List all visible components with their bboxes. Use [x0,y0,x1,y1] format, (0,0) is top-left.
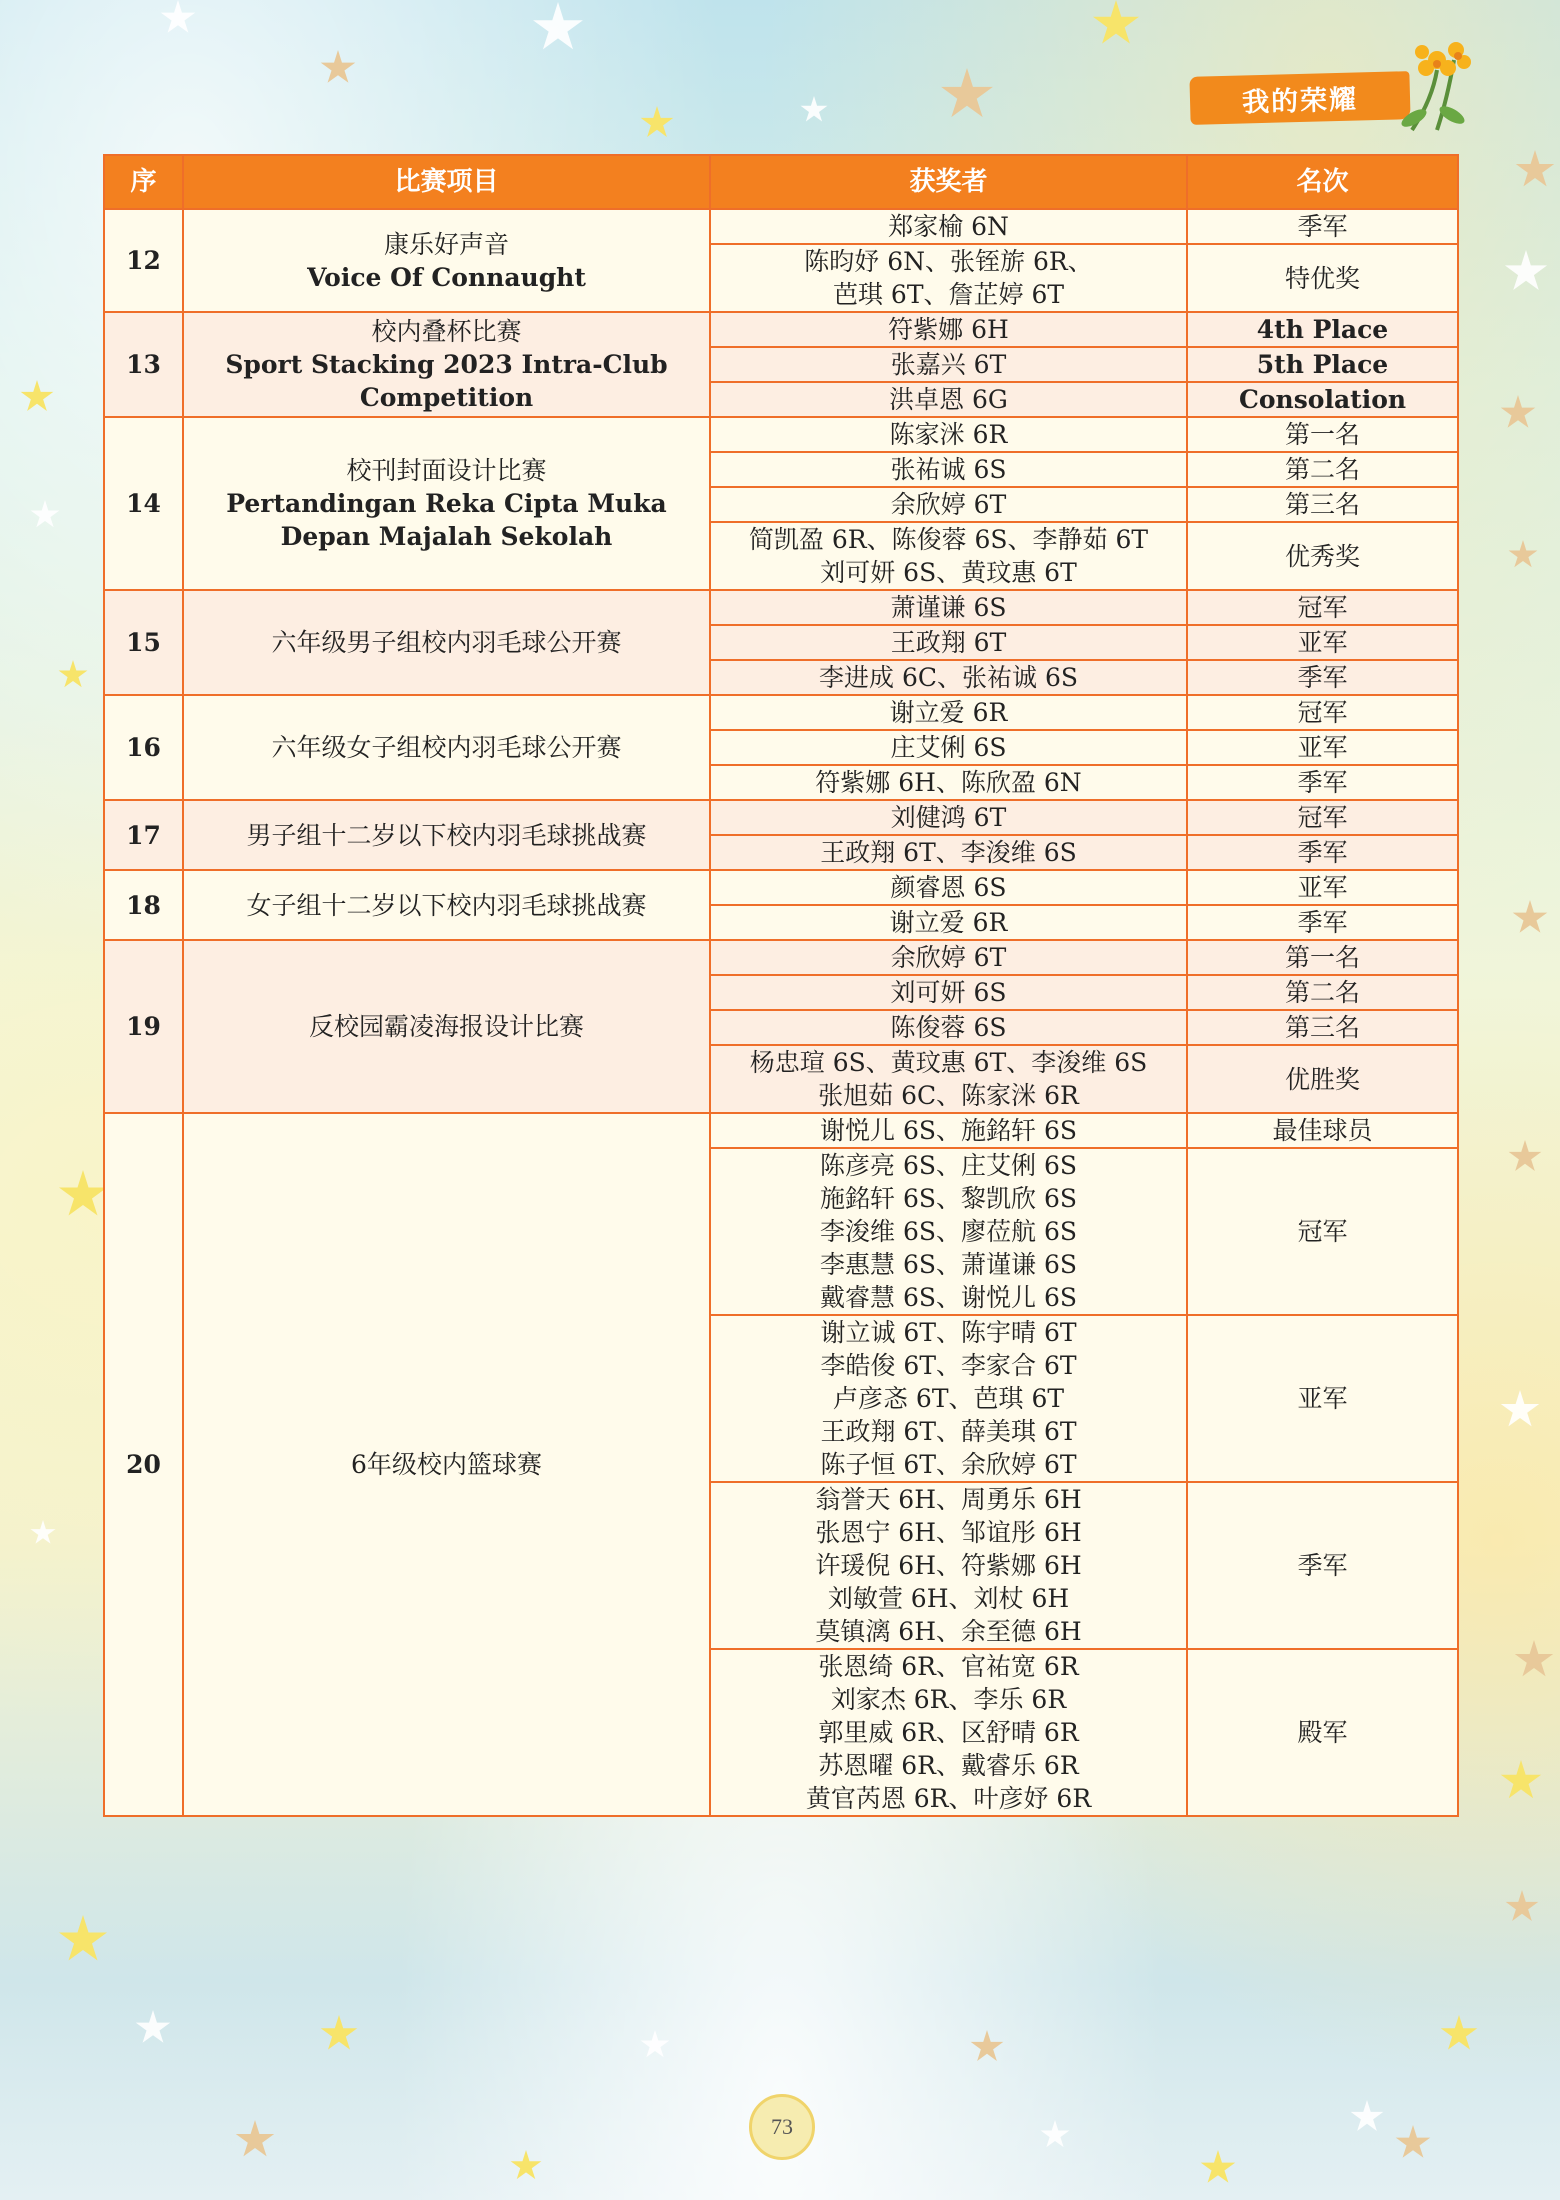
star-decoration [160,0,196,36]
event-name [183,590,710,695]
winners-cell [710,765,1187,800]
place-cell: 亚军 [1187,625,1458,660]
star-decoration [940,68,994,122]
table-row [104,870,1458,905]
winner-line: 王政翔 6T [890,628,1007,657]
winner-line: 戴睿慧 6S、谢悦儿 6S [820,1283,1077,1312]
star-decoration [1200,2150,1236,2186]
place-cell: 季军 [1187,209,1458,244]
event-name-chinese: 反校园霸凌海报设计比赛 [308,1012,584,1041]
star-decoration [1350,2100,1384,2134]
winners-cell [710,1113,1187,1148]
column-header-place: 名次 [1187,155,1458,209]
event-name-chinese: 六年级女子组校内羽毛球公开赛 [271,733,622,762]
winner-line: 莫镇漓 6H、余至德 6H [815,1617,1082,1646]
star-decoration [1395,2125,1431,2161]
winner-line: 谢立诚 6T、陈宇晴 6T [820,1318,1077,1347]
column-header-event: 比赛项目 [183,155,710,209]
place-cell: 亚军 [1187,870,1458,905]
entry-number: 18 [104,870,183,940]
star-decoration [640,106,674,140]
star-decoration [58,660,88,690]
entry-number: 16 [104,695,183,800]
winner-line: 杨忠瑄 6S、黄玟惠 6T、李浚维 6S [749,1048,1148,1077]
place-cell: 季军 [1187,660,1458,695]
winners-cell [710,660,1187,695]
winners-cell [710,1010,1187,1045]
place-cell: 冠军 [1187,695,1458,730]
place-cell: 第一名 [1187,417,1458,452]
winners-cell [710,1315,1187,1482]
table-row [104,590,1458,625]
place-cell: 季军 [1187,1482,1458,1649]
winners-cell [710,452,1187,487]
table-header-row [104,155,1458,209]
winners-cell [710,695,1187,730]
flower-icon [1392,30,1482,140]
winner-line: 刘家杰 6R、李乐 6R [830,1685,1067,1714]
entry-number: 13 [104,312,183,417]
star-decoration [532,2,584,54]
winner-line: 余欣婷 6T [890,943,1007,972]
entry-number: 19 [104,940,183,1113]
winners-cell [710,975,1187,1010]
place-cell: 特优奖 [1187,244,1458,312]
winners-cell [710,312,1187,347]
event-name [183,940,710,1113]
star-decoration [30,500,60,530]
event-name-chinese: 校内叠杯比赛 [371,317,522,346]
table-row [104,940,1458,975]
event-name [183,417,710,590]
star-decoration [1440,2015,1478,2053]
place-cell: 冠军 [1187,590,1458,625]
star-decoration [970,2030,1004,2064]
winner-line: 谢立爱 6R [889,908,1008,937]
place-cell: 第二名 [1187,975,1458,1010]
winner-line: 郑家榆 6N [888,212,1009,241]
winner-line: 张恩绮 6R、官祐宽 6R [818,1652,1079,1681]
winner-line: 刘可妍 6S [890,978,1007,1007]
winner-line: 王政翔 6T、李浚维 6S [820,838,1077,867]
table-row [104,209,1458,244]
star-decoration [800,96,828,124]
winners-cell [710,1482,1187,1649]
star-decoration [20,380,54,414]
winner-line: 谢悦儿 6S、施銘轩 6S [820,1116,1077,1145]
event-name-chinese: 校刊封面设计比赛 [346,456,547,485]
winners-cell [710,244,1187,312]
star-decoration [320,2015,358,2053]
winner-line: 芭琪 6T、詹芷婷 6T [832,280,1065,309]
winner-line: 谢立爱 6R [889,698,1008,727]
star-decoration [1508,1140,1542,1174]
winner-line: 张恩宁 6H、邹谊彤 6H [815,1518,1082,1547]
place-cell: 季军 [1187,905,1458,940]
winner-line: 符紫娜 6H、陈欣盈 6N [815,768,1082,797]
section-badge [1189,71,1410,125]
awards-table [103,154,1459,1817]
table-row [104,695,1458,730]
winner-line: 陈俊蓉 6S [890,1013,1007,1042]
winner-line: 李浚维 6S、廖莅航 6S [820,1217,1077,1246]
entry-number: 12 [104,209,183,312]
winner-line: 简凯盈 6R、陈俊蓉 6S、李静茹 6T [748,525,1149,554]
winner-line: 施銘轩 6S、黎凯欣 6S [820,1184,1077,1213]
winners-cell [710,940,1187,975]
winners-cell [710,730,1187,765]
place-cell: 第三名 [1187,1010,1458,1045]
event-name [183,870,710,940]
entry-number: 14 [104,417,183,590]
star-decoration [1500,1760,1542,1802]
star-decoration [510,2150,542,2182]
star-decoration [1092,0,1140,48]
place-cell: 亚军 [1187,730,1458,765]
page-number: 73 [749,2094,815,2160]
star-decoration [1500,395,1536,431]
winners-cell [710,590,1187,625]
winner-line: 黄官芮恩 6R、叶彦妤 6R [805,1784,1092,1813]
star-decoration [58,1915,108,1965]
place-cell: 优秀奖 [1187,522,1458,590]
star-decoration [640,2030,670,2060]
winner-line: 李进成 6C、张祐诚 6S [819,663,1078,692]
place-cell: 亚军 [1187,1315,1458,1482]
winners-cell [710,800,1187,835]
star-decoration [1512,900,1548,936]
winner-line: 刘可妍 6S、黄玟惠 6T [820,558,1077,587]
place-cell: 冠军 [1187,800,1458,835]
winner-line: 卢彦忞 6T、芭琪 6T [832,1384,1065,1413]
winner-line: 李惠慧 6S、萧谨谦 6S [820,1250,1077,1279]
winner-line: 余欣婷 6T [890,490,1007,519]
winner-line: 张祐诚 6S [890,455,1007,484]
star-decoration [1514,1640,1554,1680]
winners-cell [710,905,1187,940]
winner-line: 颜睿恩 6S [890,873,1007,902]
place-cell: 优胜奖 [1187,1045,1458,1113]
winners-cell [710,625,1187,660]
table-body [104,209,1458,1816]
winners-cell [710,1148,1187,1315]
winner-line: 陈昀妤 6N、张铚旂 6R、 [804,247,1093,276]
table-row [104,417,1458,452]
winner-line: 王政翔 6T、薛美琪 6T [820,1417,1077,1446]
event-name-chinese: 女子组十二岁以下校内羽毛球挑战赛 [246,890,647,920]
winner-line: 符紫娜 6H [888,315,1009,344]
table-row [104,312,1458,347]
winner-line: 陈家洣 6R [889,420,1008,449]
winner-line: 刘敏萱 6H、刘杖 6H [827,1584,1070,1613]
column-header-no: 序 [104,155,183,209]
place-cell: 冠军 [1187,1148,1458,1315]
star-decoration [135,2010,171,2046]
event-name [183,695,710,800]
place-cell: 季军 [1187,835,1458,870]
star-decoration [1504,250,1548,294]
winner-line: 陈彦亮 6S、庄艾俐 6S [820,1151,1077,1180]
event-name-chinese: 男子组十二岁以下校内羽毛球挑战赛 [246,820,647,850]
star-decoration [235,2120,275,2160]
winner-line: 张嘉兴 6T [890,350,1007,379]
winners-cell [710,1045,1187,1113]
winner-line: 庄艾俐 6S [890,733,1007,762]
winner-line: 苏恩曜 6R、戴睿乐 6R [818,1751,1079,1780]
event-name [183,312,710,417]
star-decoration [30,1520,56,1546]
entry-number: 15 [104,590,183,695]
table-row [104,800,1458,835]
winners-cell [710,382,1187,417]
column-header-winners: 获奖者 [710,155,1187,209]
event-name [183,800,710,870]
star-decoration [1505,1890,1539,1924]
winners-cell [710,1649,1187,1816]
winners-cell [710,835,1187,870]
place-cell: 5th Place [1187,347,1458,382]
event-name [183,209,710,312]
event-name-english: Pertandingan Reka Cipta Muka Depan Majalah Sekolah [226,489,667,551]
winner-line: 萧谨谦 6S [890,593,1007,622]
event-name [183,1113,710,1816]
winners-cell [710,209,1187,244]
star-decoration [320,50,356,86]
winner-line: 许瑗倪 6H、符紫娜 6H [815,1551,1082,1580]
place-cell: 殿军 [1187,1649,1458,1816]
winner-line: 郭里威 6R、区舒晴 6R [818,1718,1079,1747]
event-name-english: Voice Of Connaught [307,262,586,292]
winner-line: 张旭茹 6C、陈家洣 6R [818,1081,1079,1110]
winner-line: 李皓俊 6T、李家合 6T [820,1351,1077,1380]
star-decoration [1515,150,1555,190]
winners-cell [710,870,1187,905]
entry-number: 17 [104,800,183,870]
star-decoration [1508,540,1538,570]
event-name-english: Sport Stacking 2023 Intra-Club Competition [225,350,668,412]
section-badge-label: 我的荣耀 [1241,83,1359,119]
star-decoration [58,1170,108,1220]
winners-cell [710,487,1187,522]
place-cell: 季军 [1187,765,1458,800]
place-cell: 第一名 [1187,940,1458,975]
winner-line: 洪卓恩 6G [889,385,1008,414]
winners-cell [710,417,1187,452]
star-decoration [1040,2120,1070,2150]
place-cell: 最佳球员 [1187,1113,1458,1148]
winner-line: 翁誉天 6H、周勇乐 6H [815,1485,1082,1514]
entry-number: 20 [104,1113,183,1816]
event-name-chinese: 康乐好声音 [383,229,509,259]
place-cell: 第三名 [1187,487,1458,522]
winners-cell [710,347,1187,382]
winner-line: 刘健鸿 6T [890,803,1007,832]
event-name-chinese: 六年级男子组校内羽毛球公开赛 [271,628,622,657]
star-decoration [1500,1390,1540,1430]
winners-cell [710,522,1187,590]
place-cell: Consolation [1187,382,1458,417]
place-cell: 第二名 [1187,452,1458,487]
place-cell: 4th Place [1187,312,1458,347]
winner-line: 陈子恒 6T、余欣婷 6T [820,1450,1077,1479]
table-row [104,1113,1458,1148]
event-name-chinese: 6年级校内篮球赛 [351,1450,542,1479]
